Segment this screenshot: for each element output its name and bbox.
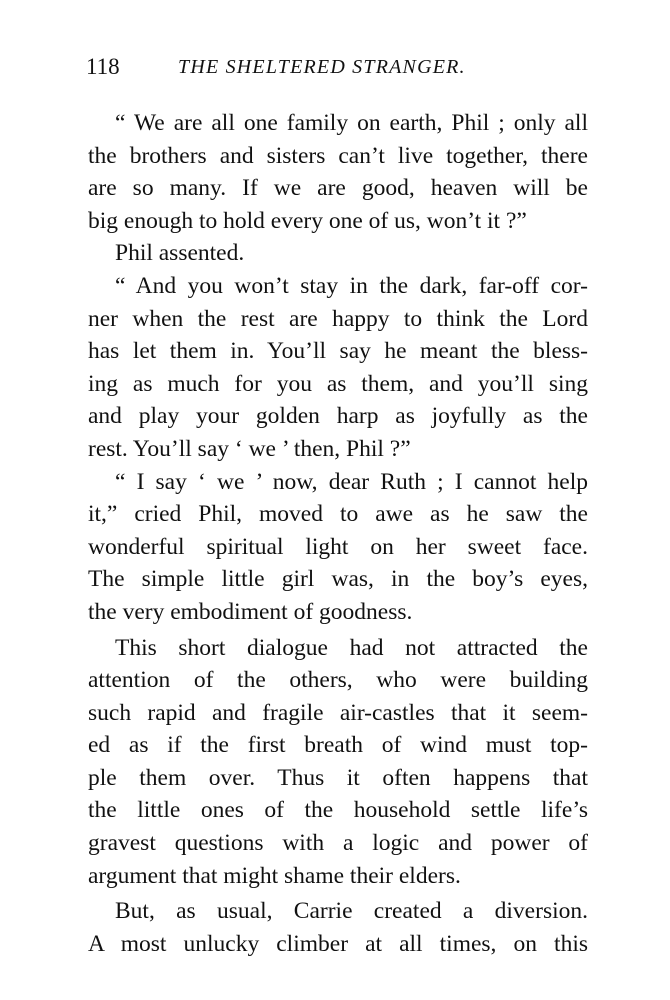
page-number: 118 — [86, 54, 120, 79]
text-line: the brothers and sisters can’t live together, there — [88, 142, 588, 169]
text-line: A most unlucky climber at all times, on this — [88, 930, 588, 957]
text-line: the little ones of the household settle life’s — [88, 797, 588, 824]
paragraph — [88, 237, 588, 270]
text-line: ed as if the first breath of wind must top- — [88, 732, 588, 759]
text-line: argument that might shame their elders. — [88, 862, 461, 889]
text-line: attention of the others, who were building — [88, 667, 588, 694]
text-line: it,” cried Phil, moved to awe as he saw the — [88, 501, 588, 528]
text-line: the very embodiment of goodness. — [88, 598, 413, 625]
paragraph — [88, 107, 588, 237]
text-line: ple them over. Thus it often happens that — [88, 764, 588, 791]
paragraph — [88, 466, 588, 629]
text-line: are so many. If we are good, heaven will be — [88, 175, 588, 202]
running-title: THE SHELTERED STRANGER. — [178, 56, 466, 78]
text-line: “ I say ‘ we ’ now, dear Ruth ; I cannot help — [115, 468, 588, 495]
paragraph — [88, 632, 588, 893]
paragraph — [88, 895, 588, 960]
text-line: ing as much for you as them, and you’ll sing — [88, 370, 588, 397]
text-line: “ And you won’t stay in the dark, far-off cor- — [115, 272, 588, 299]
page-header — [86, 54, 606, 86]
text-line: and play your golden harp as joyfully as the — [88, 403, 588, 430]
text-line: But, as usual, Carrie created a diversion. — [115, 898, 588, 925]
text-line: This short dialogue had not attracted the — [115, 634, 588, 661]
paragraph — [88, 270, 588, 466]
text-line: gravest questions with a logic and power of — [88, 830, 588, 857]
text-line: wonderful spiritual light on her sweet face. — [88, 533, 588, 560]
text-line: rest. You’ll say ‘ we ’ then, Phil ?” — [88, 435, 411, 462]
text-line: such rapid and fragile air-castles that it seem- — [88, 699, 588, 726]
text-line: big enough to hold every one of us, won’t it ?” — [88, 207, 527, 234]
text-line: Phil assented. — [115, 240, 245, 267]
body-text — [88, 107, 588, 960]
text-line: “ We are all one family on earth, Phil ; only all — [115, 110, 588, 136]
text-line: has let them in. You’ll say he meant the bless- — [88, 338, 588, 365]
text-line: ner when the rest are happy to think the Lord — [88, 305, 588, 332]
text-line: The simple little girl was, in the boy’s eyes, — [88, 566, 588, 593]
